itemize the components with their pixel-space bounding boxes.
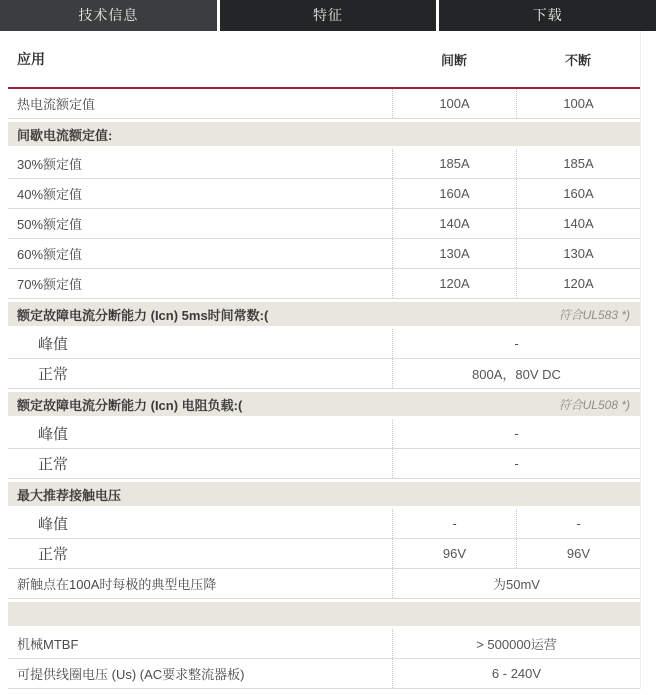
table-header-row — [8, 31, 640, 89]
section-row-label: 最大推荐接触电压 — [17, 487, 122, 503]
column-header-intermittent: 间断 — [440, 52, 467, 68]
row-value: 160A — [392, 179, 516, 208]
table-row — [8, 659, 640, 689]
section-row — [8, 602, 640, 626]
row-label: 可提供线圈电压 (Us) (AC要求整流器板) — [17, 667, 245, 682]
table-row — [8, 509, 640, 539]
row-label: 正常 — [38, 546, 69, 563]
table-row — [8, 419, 640, 449]
table-row — [8, 449, 640, 479]
table-row — [8, 569, 640, 599]
row-value: 96V — [516, 539, 640, 568]
section-row — [8, 122, 640, 146]
row-label: 50%额定值 — [17, 217, 83, 232]
table-row — [8, 149, 640, 179]
table-body — [8, 89, 640, 689]
table-row — [8, 329, 640, 359]
row-value: 160A — [516, 179, 640, 208]
row-value: - — [392, 329, 640, 358]
row-value: - — [516, 509, 640, 538]
table-row — [8, 629, 640, 659]
row-label: 60%额定值 — [17, 247, 83, 262]
row-value: 6 - 240V — [392, 659, 640, 688]
table-row — [8, 239, 640, 269]
row-value: 130A — [392, 239, 516, 268]
row-label: 热电流额定值 — [17, 97, 96, 112]
section-row-label: 额定故障电流分断能力 (Icn) 电阻负载:( — [17, 397, 243, 413]
row-label: 峰值 — [38, 426, 69, 443]
row-label: 机械MTBF — [17, 637, 79, 652]
row-value: 140A — [392, 209, 516, 238]
section-row-note: 符合UL508 *) — [558, 397, 630, 412]
row-label: 40%额定值 — [17, 187, 83, 202]
tab-technical-info[interactable]: 技术信息 — [0, 0, 217, 31]
row-value: 800A，80V DC — [392, 359, 640, 388]
section-row — [8, 302, 640, 326]
tab-downloads[interactable]: 下载 — [439, 0, 656, 31]
tab-bar — [0, 0, 656, 31]
row-label: 正常 — [38, 456, 69, 473]
table-row — [8, 269, 640, 299]
section-row — [8, 392, 640, 416]
row-value: 185A — [392, 149, 516, 178]
row-label: 30%额定值 — [17, 157, 83, 172]
row-label: 70%额定值 — [17, 277, 83, 292]
section-row — [8, 482, 640, 506]
row-value: > 500000运营 — [392, 629, 640, 658]
row-value: - — [392, 449, 640, 478]
row-value: 100A — [392, 89, 516, 118]
row-label: 峰值 — [38, 336, 69, 353]
row-label: 正常 — [38, 366, 69, 383]
table-row — [8, 209, 640, 239]
row-value: 为50mV — [392, 569, 640, 598]
tab-features[interactable]: 特征 — [220, 0, 437, 31]
row-label: 新触点在100A时每极的典型电压降 — [17, 577, 217, 592]
row-value: 185A — [516, 149, 640, 178]
column-header-continuous: 不断 — [564, 52, 591, 68]
table-row — [8, 89, 640, 119]
table-row — [8, 539, 640, 569]
row-value: - — [392, 419, 640, 448]
column-header-application: 应用 — [17, 51, 45, 67]
section-row-label: 额定故障电流分断能力 (Icn) 5ms时间常数:( — [17, 307, 269, 323]
section-row-label: 间歇电流额定值: — [17, 127, 113, 143]
row-value: 140A — [516, 209, 640, 238]
section-row-note: 符合UL583 *) — [558, 307, 630, 322]
spec-table — [8, 31, 641, 689]
row-value: 120A — [516, 269, 640, 298]
table-row — [8, 359, 640, 389]
row-value: 120A — [392, 269, 516, 298]
row-label: 峰值 — [38, 516, 69, 533]
row-value: 130A — [516, 239, 640, 268]
row-value: 96V — [392, 539, 516, 568]
row-value: - — [392, 509, 516, 538]
table-row — [8, 179, 640, 209]
row-value: 100A — [516, 89, 640, 118]
